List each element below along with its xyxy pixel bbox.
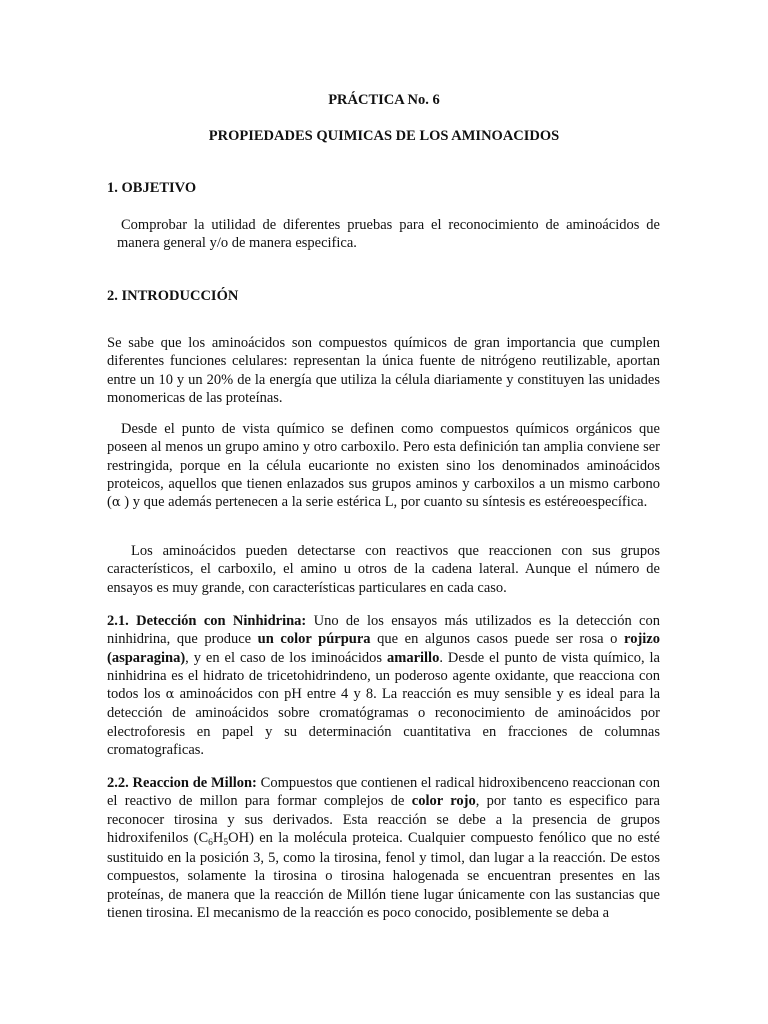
ninhidrina-paragraph: [107, 612, 660, 759]
introduction-heading: 2. INTRODUCCIÓN: [107, 288, 239, 304]
millon-text-4: OH) en la molécula proteica. Cualquier compuesto fenólico que no esté sustituido en la posición 3, 5, como la tirosina, fenol y timol, dan lugar a la reacción. De estos compuestos, solamente la tirosina o tirosina halogenada se encuentran presentes en las proteínas, de manera que la reacción de Millón tiene lugar únicamente con las sustancias que tienen tirosina. El mecanismo de la reacción es poco conocido, posiblemente se deba a: [107, 829, 660, 922]
subscript-6: 6: [208, 837, 213, 848]
intro-paragraph-2-text-a: Desde el punto de vista químico se definen como compuestos químicos orgánicos que poseen al menos un grupo amino y otro carboxilo. Pero esta definición tan amplia conviene ser restringida, porque en la célula eucarionte no existen sino los denominados aminoácidos proteicos, aquellos que tienen enlazados sus grupos aminos y carboxilos a un mismo carbono (: [107, 421, 660, 511]
millon-text-3: H: [212, 829, 224, 846]
objective-heading: 1. OBJETIVO: [107, 180, 197, 196]
ninhidrina-bold-yellow: amarillo: [386, 649, 440, 666]
millon-text-1: Compuestos que contienen el radical hidroxibenceno reaccionan con el reactivo de millon para formar complejos de: [107, 775, 660, 810]
millon-paragraph: [107, 774, 660, 922]
ninhidrina-text-2: que en algunos casos puede ser rosa o: [370, 631, 625, 648]
ninhidrina-text-3: , y en el caso de los iminoácidos: [185, 649, 387, 666]
intro-paragraph-2-text-b: ) y que además pertenecen a la serie estérica L, por cuanto su síntesis es estéreoespecífica.: [120, 494, 648, 511]
intro-paragraph-1: Se sabe que los aminoácidos son compuestos químicos de gran importancia que cumplen diferentes funciones celulares: representan la única fuente de nitrógeno reutilizable, aportan entre un 10 y un 20% de la energía que utiliza la célula diariamente y constituyen las unidades monomericas de las proteínas.: [107, 335, 660, 406]
practice-title: PRÁCTICA No. 6: [328, 92, 440, 108]
intro-paragraph-3: Los aminoácidos pueden detectarse con reactivos que reaccionen con sus grupos característicos, el carboxilo, el amino u otros de la cadena lateral. Aunque el número de ensayos es muy grande, con características particulares en cada caso.: [107, 543, 660, 596]
ninhidrina-text-5: aminoácidos con pH entre 4 y 8. La reacción es muy sensible y es ideal para la detección de aminoácidos sobre cromatógramas o reconocimiento de aminoácidos por electroforesis en papel y su determinación cuantitativa en fracciones de columnas cromatograficas.: [107, 686, 661, 759]
alpha-symbol: α: [111, 495, 121, 511]
ninhidrina-heading: 2.1. Detección con Ninhidrina:: [107, 613, 307, 629]
ninhidrina-text-4: . Desde el punto de vista químico, la ninhidrina es el hidrato de tricetohidrindeno, un poderoso agente oxidante, que reacciona con todos los: [107, 649, 660, 703]
intro-paragraph-2: [107, 420, 660, 512]
ninhidrina-bold-reddish: rojizo (asparagina): [107, 631, 660, 666]
document-title: PROPIEDADES QUIMICAS DE LOS AMINOACIDOS: [208, 128, 560, 144]
millon-bold-red: color rojo: [411, 793, 476, 810]
subscript-5: 5: [223, 837, 229, 848]
alpha-symbol: α: [165, 687, 175, 703]
millon-text-2: , por tanto es especifico para reconocer tirosina y sus derivados. Esta reacción se debe a la presencia de grupos hidroxifenilos (C: [107, 793, 660, 846]
ninhidrina-bold-purple: un color púrpura: [257, 631, 371, 648]
ninhidrina-text-1: Uno de los ensayos más utilizados es la detección con ninhidrina, que produce: [107, 613, 660, 648]
objective-text: Comprobar la utilidad de diferentes pruebas para el reconocimiento de aminoácidos de manera general y/o de manera especifica.: [117, 217, 660, 252]
millon-heading: 2.2. Reaccion de Millon:: [107, 775, 257, 791]
